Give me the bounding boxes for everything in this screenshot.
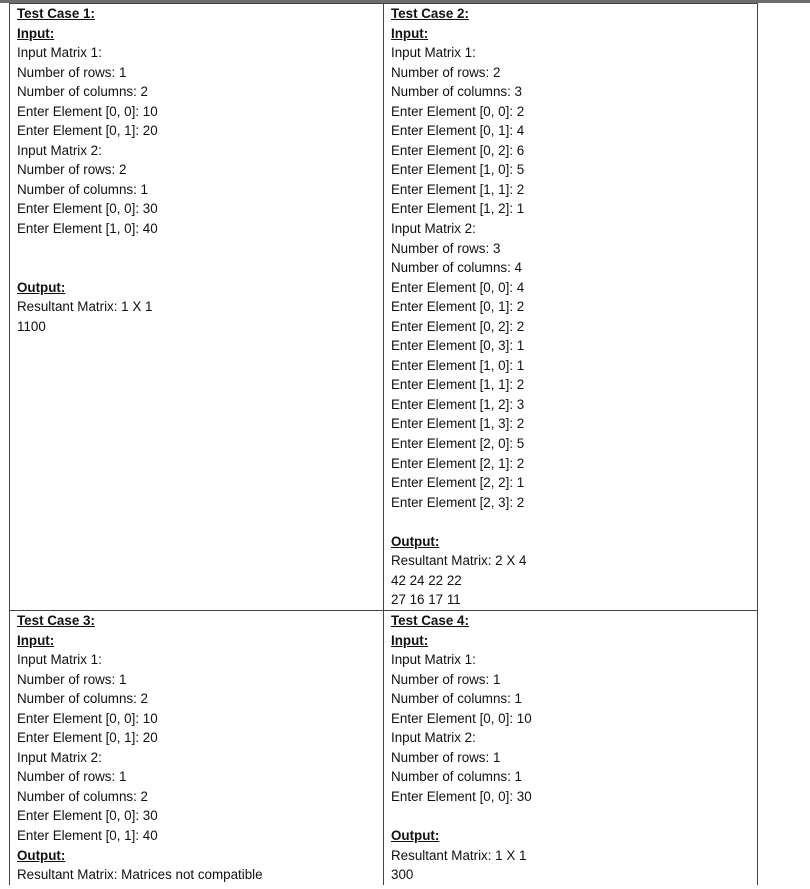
output-label: Output: [17,847,66,863]
test-case-title: Test Case 4: [391,612,469,628]
input-line: Enter Element [0, 0]: 10 [391,710,532,726]
input-line: Enter Element [1, 2]: 3 [391,396,525,412]
input-line: Enter Element [0, 2]: 2 [391,318,525,334]
test-case-cell [10,610,384,884]
input-line: Enter Element [0, 1]: 2 [391,299,525,315]
input-line: Number of columns: 4 [391,260,522,276]
output-label: Output: [391,533,440,549]
input-line: Enter Element [1, 0]: 5 [391,162,525,178]
input-line: Enter Element [1, 0]: 40 [17,221,158,237]
test-case-cell [10,4,384,611]
output-line: 27 16 17 11 [391,592,461,608]
table-row [10,4,758,611]
output-label: Output: [17,279,66,295]
input-line: Input Matrix 2: [391,730,476,746]
input-line: Input Matrix 1: [391,652,476,668]
input-label: Input: [17,25,55,41]
input-line: Number of columns: 2 [17,788,148,804]
input-line: Enter Element [0, 0]: 30 [391,788,532,804]
output-line: 1100 [17,318,46,334]
input-line: Enter Element [0, 3]: 1 [391,338,525,354]
input-line: Number of columns: 2 [17,84,148,100]
input-line: Enter Element [0, 0]: 4 [391,279,525,295]
input-line: Number of rows: 1 [391,671,501,687]
input-line: Enter Element [2, 3]: 2 [391,494,525,510]
input-line: Number of columns: 3 [391,84,522,100]
input-line: Input Matrix 2: [391,221,476,237]
input-line: Number of rows: 2 [391,64,501,80]
input-label: Input: [391,25,429,41]
input-line: Enter Element [1, 0]: 1 [391,357,525,373]
input-line: Enter Element [0, 1]: 20 [17,123,158,139]
input-line: Input Matrix 1: [17,45,102,61]
input-line: Number of rows: 1 [17,671,127,687]
table-row [10,610,758,884]
input-line: Number of columns: 1 [391,769,522,785]
input-line: Number of columns: 1 [391,691,522,707]
input-line: Enter Element [1, 1]: 2 [391,377,525,393]
input-label: Input: [391,632,429,648]
input-line: Enter Element [0, 1]: 40 [17,827,158,843]
input-line: Input Matrix 2: [17,142,102,158]
input-line: Enter Element [1, 2]: 1 [391,201,525,217]
input-line: Input Matrix 1: [391,45,476,61]
blank-line [391,512,757,532]
test-case-cell [384,4,758,611]
input-line: Input Matrix 1: [17,652,102,668]
input-line: Enter Element [1, 3]: 2 [391,416,525,432]
input-line: Number of rows: 2 [17,162,127,178]
input-line: Input Matrix 2: [17,749,102,765]
input-line: Enter Element [1, 1]: 2 [391,181,525,197]
input-line: Number of rows: 1 [17,769,127,785]
output-line: Resultant Matrix: 2 X 4 [391,553,527,569]
input-line: Number of rows: 3 [391,240,501,256]
input-line: Enter Element [2, 2]: 1 [391,475,525,491]
input-line: Enter Element [0, 0]: 30 [17,808,158,824]
input-line: Enter Element [0, 0]: 10 [17,103,158,119]
input-line: Number of rows: 1 [17,64,127,80]
blank-line [17,239,383,259]
output-label: Output: [391,827,440,843]
test-case-title: Test Case 2: [391,6,469,21]
input-line: Number of rows: 1 [391,749,501,765]
input-line: Enter Element [0, 1]: 20 [17,730,158,746]
output-line: 300 [391,867,414,883]
input-line: Enter Element [0, 2]: 6 [391,142,525,158]
input-line: Enter Element [0, 0]: 30 [17,201,158,217]
blank-line [391,806,757,826]
input-line: Enter Element [0, 0]: 10 [17,710,158,726]
input-line: Enter Element [0, 0]: 2 [391,103,525,119]
blank-line [17,258,383,278]
test-case-title: Test Case 1: [17,6,95,21]
output-line: Resultant Matrix: 1 X 1 [391,847,527,863]
test-case-cell [384,610,758,884]
input-line: Enter Element [2, 1]: 2 [391,455,525,471]
test-case-title: Test Case 3: [17,612,95,628]
input-label: Input: [17,632,55,648]
input-line: Enter Element [2, 0]: 5 [391,436,525,452]
output-line: Resultant Matrix: 1 X 1 [17,299,153,315]
input-line: Number of columns: 2 [17,691,148,707]
output-line: Resultant Matrix: Matrices not compatible [17,867,263,883]
test-case-table [9,3,758,885]
input-line: Number of columns: 1 [17,181,148,197]
output-line: 42 24 22 22 [391,572,462,588]
input-line: Enter Element [0, 1]: 4 [391,123,525,139]
